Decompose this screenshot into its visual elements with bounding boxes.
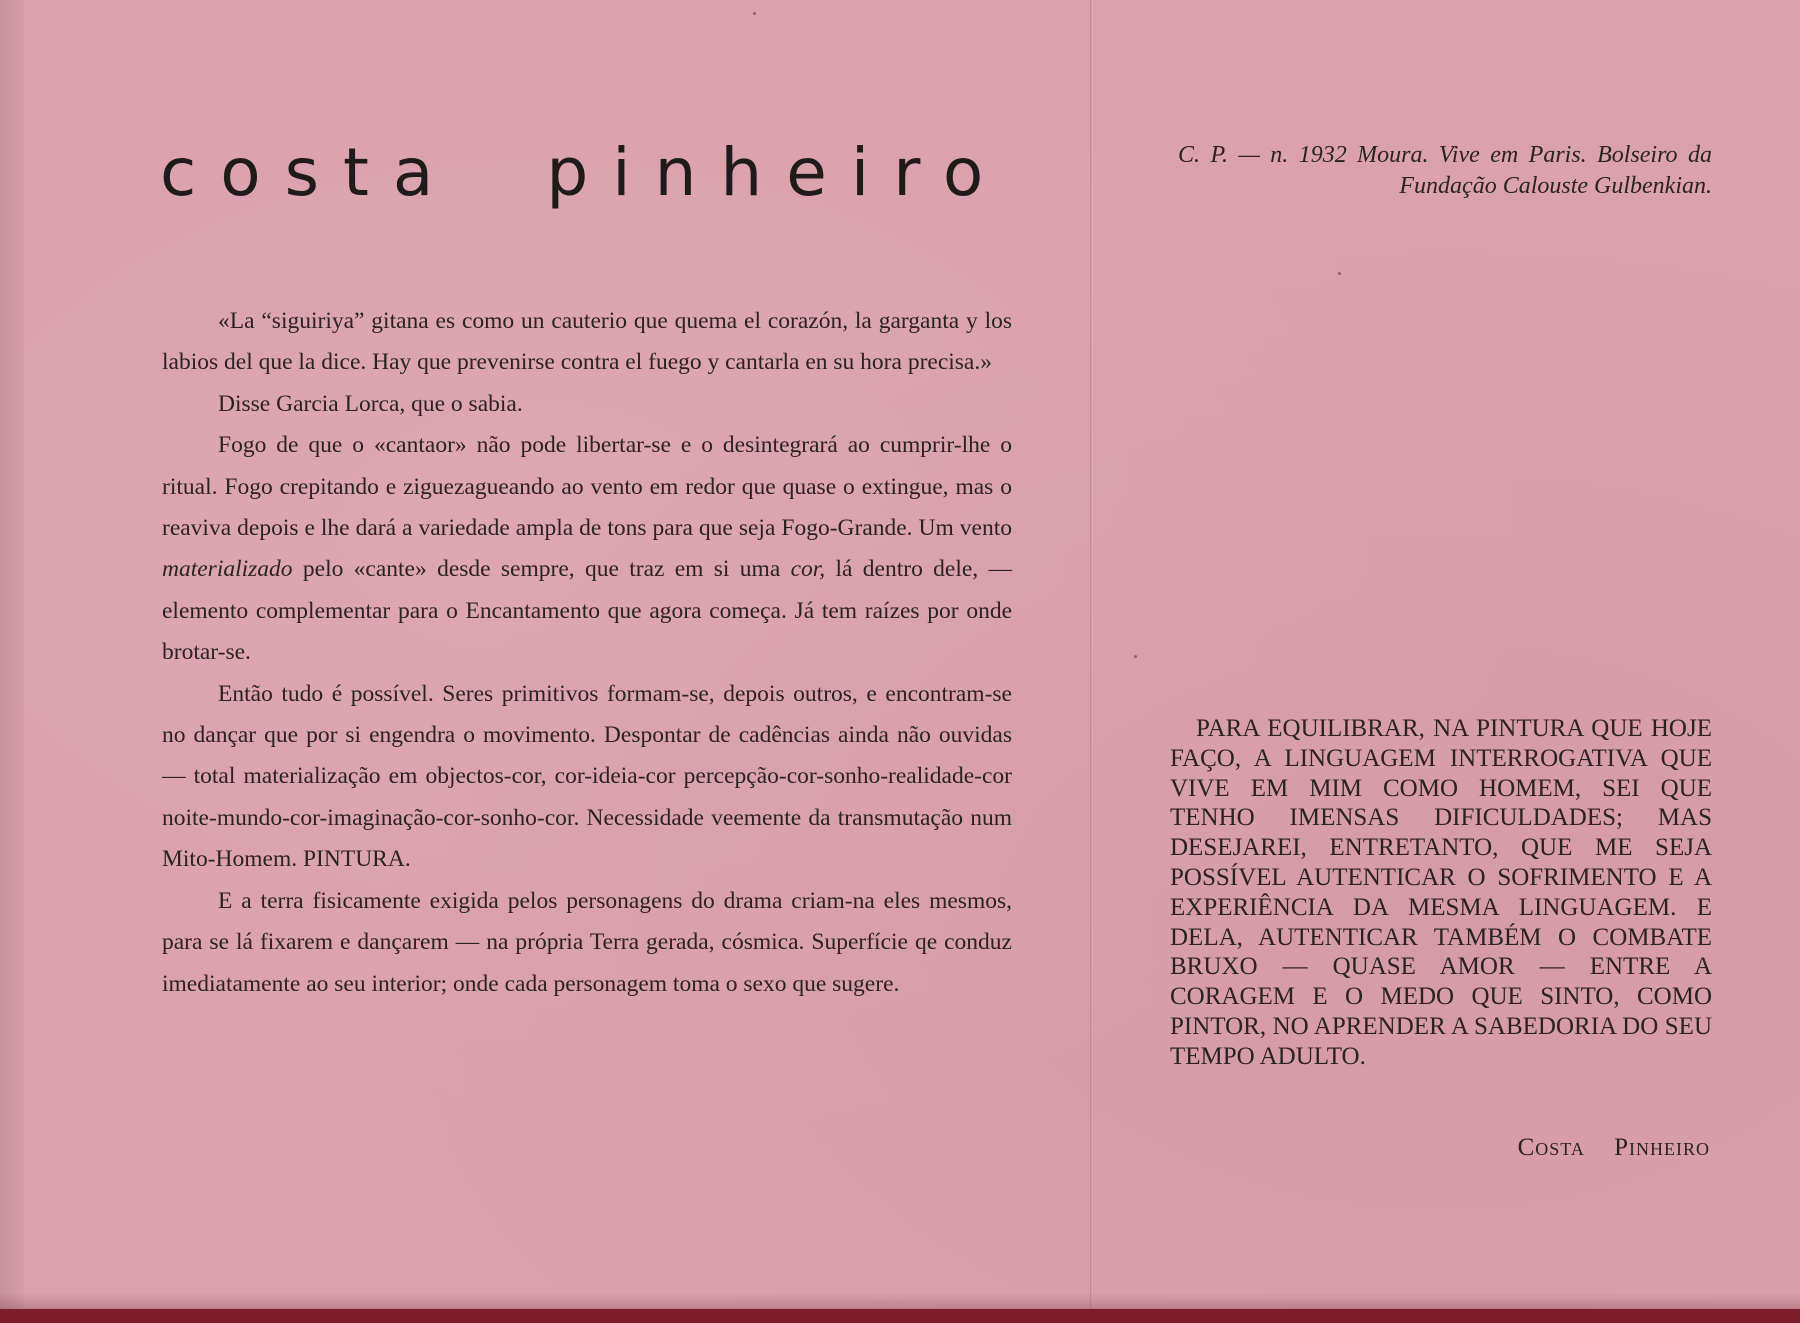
essay-text [162, 301, 1012, 1005]
paper-speck [753, 12, 756, 15]
essay-paragraph-3: Fogo de que o «cantaor» não pode libertar-se e o desintegrará ao cumprir-lhe o ritual. Fogo crepitando e ziguezagueando ao vento em redor que quase o extingue, mas o reaviva depois e lhe dará a variedade ampla de tons para que seja Fogo-Grande. Um vento materializado pelo «cante» desde sempre, que traz em si uma cor, lá dentro dele, — elemento complementar para o Encantamento que agora começa. Já tem raízes por onde brotar-se. [162, 432, 1012, 666]
bottom-shadow [0, 1293, 1800, 1309]
statement-text: PARA EQUILIBRAR, NA PINTURA QUE HOJE FAÇO, A LINGUAGEM INTERROGATIVA QUE VIVE EM MIM COMO HOMEM, SEI QUE TENHO IMENSAS DIFICULDADES; MAS DESEJAREI, ENTRETANTO, QUE ME SEJA POSSÍVEL AUTENTICAR O SOFRIMENTO E A EXPERIÊNCIA DA MESMA LINGUAGEM. E DELA, AUTENTICAR TAMBÉM O COMBATE BRUXO — QUASE AMOR — ENTRE A CORAGEM E O MEDO QUE SINTO, COMO PINTOR, NO APRENDER A SABEDORIA DO SEU TEMPO ADULTO. [1170, 715, 1712, 1070]
artist-bio: C. P. — n. 1932 Moura. Vive em Paris. Bolseiro da Fundação Calouste Gulbenkian. [1178, 142, 1712, 199]
paper-speck [1338, 272, 1341, 275]
page-fold [1090, 0, 1093, 1323]
essay-paragraph-2: Disse Garcia Lorca, que o sabia. [218, 390, 523, 417]
binding-strip [0, 1309, 1800, 1323]
paper-speck [1134, 655, 1137, 658]
left-paper-edge [0, 0, 24, 1323]
signature: Costa Pinheiro [1517, 1134, 1710, 1161]
essay-paragraph-4: Então tudo é possível. Seres primitivos formam-se, depois outros, e encontram-se no dançar que por si engendra o movimento. Despontar de cadências ainda não ouvidas — total materialização em objectos-cor, cor-ideia-cor percepção-cor-sonho-realidade-cor noite-mundo-cor-imaginação-cor-sonho-cor. Necessidade veemente da transmutação num Mito-Homem. PINTURA. [162, 680, 1012, 873]
essay-paragraph-5: E a terra fisicamente exigida pelos personagens do drama criam-na eles mesmos, para se lá fixarem e dançarem — na própria Terra gerada, cósmica. Superfície qe conduz imediatamente ao seu interior; onde cada personagem toma o sexo que sugere. [162, 887, 1012, 997]
artist-statement [1170, 714, 1712, 1072]
essay-paragraph-1: «La “siguiriya” gitana es como un cauterio que quema el corazón, la garganta y los labios del que la dice. Hay que prevenirse contra el fuego y cantarla en su hora precisa.» [162, 308, 1012, 376]
page-title: costa pinheiro [160, 134, 1008, 211]
